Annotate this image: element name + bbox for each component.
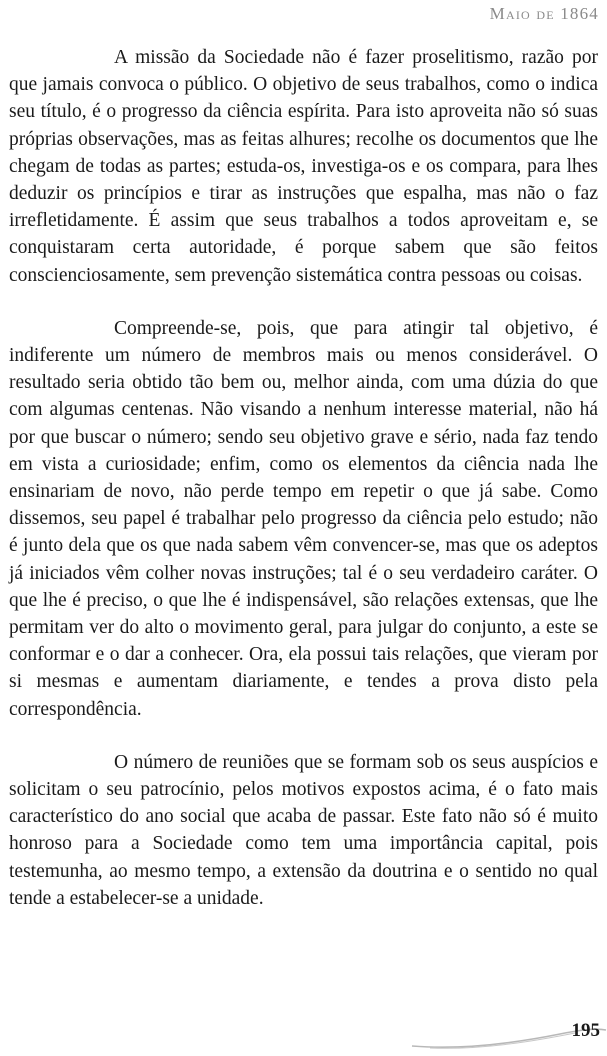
running-header: Maio de 1864 — [489, 4, 599, 23]
paragraph: A missão da Sociedade não é fazer proselitismo, razão por que jamais convoca o público. O objetivo de seus trabalhos, como o indica seu título, é o progresso da ciência espírita. Para isto aproveita não só suas próprias observações, mas as feitas alhures; recolhe os documentos que lhe chegam de todas as partes; estuda-os, investiga-os e os compara, para lhes deduzir os princípios e tirar as instruções que espalha, mas não o faz irrefletidamente. É assim que seus trabalhos a todos aproveitam e, se conquistaram certa autoridade, é porque sabem que são feitos conscienciosamente, sem prevenção sistemática contra pessoas ou coisas. — [9, 47, 598, 286]
page-body — [9, 44, 598, 938]
paragraph: Compreende-se, pois, que para atingir tal objetivo, é indiferente um número de membros mais ou menos considerável. O resultado seria obtido tão bem ou, melhor ainda, com uma dúzia do que com algumas centenas. Não visando a nenhum interesse material, não há por que buscar o número; sendo seu objetivo grave e sério, nada faz tendo em vista a curiosidade; enfim, como os elementos da ciência nada lhe ensinariam de novo, não perde tempo em repetir o que já sabe. Como dissemos, seu papel é trabalhar pelo progresso da ciência pelo estudo; não é junto dela que os que nada sabem vêm convencer-se, mas que os adeptos já iniciados vêm colher novas instruções; tal é o seu verdadeiro caráter. O que lhe é preciso, o que lhe é indispensável, são relações extensas, que lhe permitam ver do alto o movimento geral, para julgar do conjunto, a este se conformar e o dar a conhecer. Ora, ela possui tais relações, que vieram por si mesmas e aumentam diariamente, e tendes a prova disto pela correspondência. — [9, 317, 598, 720]
paragraph: O número de reuniões que se formam sob os seus auspícios e solicitam o seu patrocínio, pelos motivos expostos acima, é o fato mais característico do ano social que acaba de passar. Este fato não só é muito honroso para a Sociedade como tem uma importância capital, pois testemunha, ao mesmo tempo, a extensão da doutrina e o sentido no qual tende a estabelecer-se a unidade. — [9, 751, 598, 909]
page-number: 195 — [571, 1020, 600, 1041]
